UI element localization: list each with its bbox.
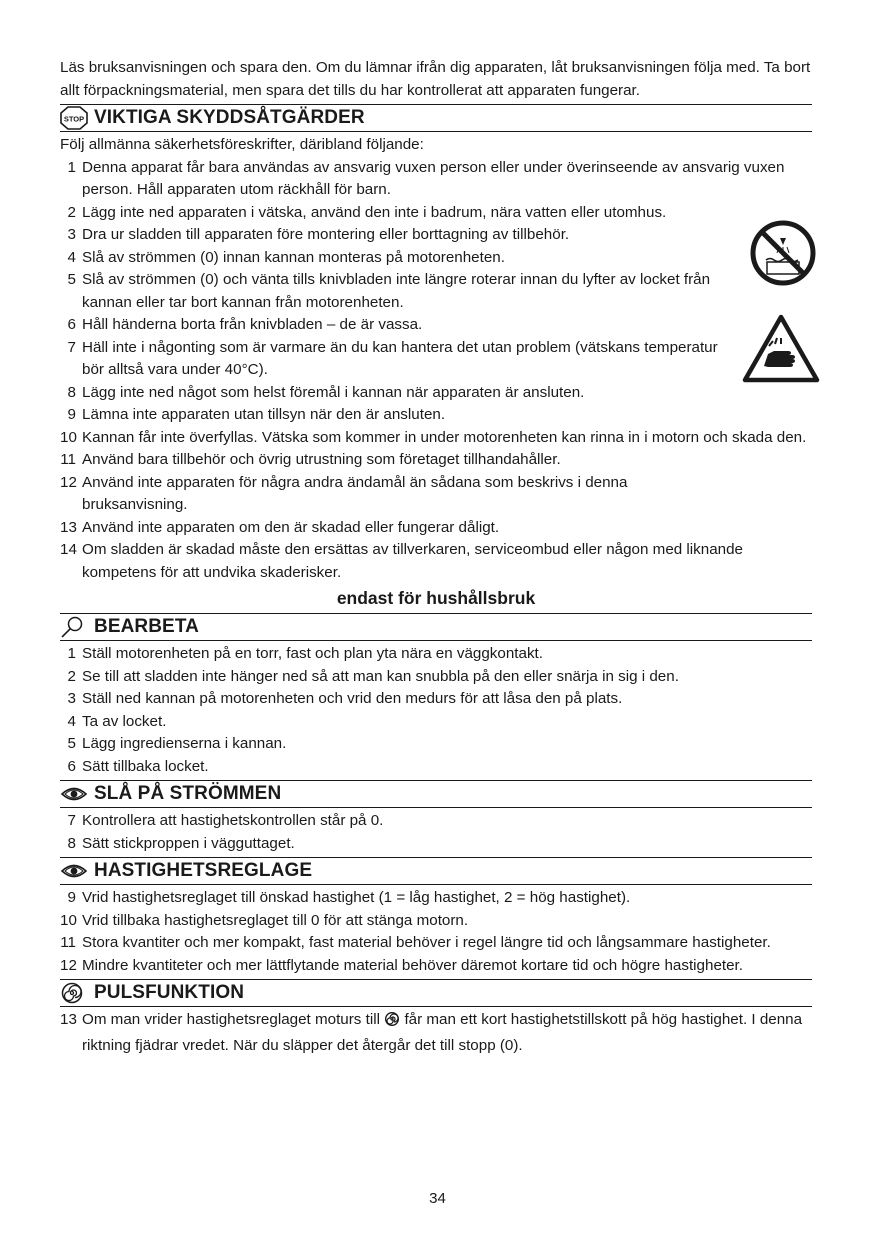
magnifier-icon [60,615,94,639]
safety-list [60,157,812,585]
eye-icon [60,784,94,804]
pulse-spiral-icon [384,1011,400,1035]
list-item: 3 Dra ur sladden till apparaten före montering eller borttagning av tillbehör. [67,226,570,243]
list-item: 2 Lägg inte ned apparaten i vätska, använd den inte i badrum, nära vatten eller utomhus. [67,203,667,221]
power-title: SLÅ PÅ STRÖMMEN [94,783,282,804]
no-water-warning-icon [750,220,816,291]
speed-title: HASTIGHETSREGLAGE [94,860,313,881]
list-item: 1 Ställ motorenheten på en torr, fast och plan yta nära en väggkontakt. [67,645,543,662]
pulse-list [60,1009,812,1057]
list-item: 7 Häll inte i någonting som är varmare än du kan hantera det utan problem (vätskans temperatur bör alltså vara under 40°C). [67,338,718,378]
household-only-note: endast för hushållsbruk [336,588,536,608]
power-list [60,810,812,855]
list-item: 4 Ta av locket. [67,712,167,730]
power-header [60,780,812,808]
stop-icon [60,106,94,130]
list-item: 3 Ställ ned kannan på motorenheten och vrid den medurs för att låsa den på plats. [67,690,623,707]
prepare-title: BEARBETA [94,616,199,637]
list-item: 14 Om sladden är skadad måste den ersättas av tillverkaren, serviceombud eller någon med liknande kompetens för att undvika skaderisker. [60,541,744,581]
pulse-header [60,979,812,1007]
list-item: 5 Lägg ingredienserna i kannan. [67,735,287,752]
list-item: 6 Sätt tillbaka locket. [67,757,209,775]
pulse-title: PULSFUNKTION [94,982,245,1003]
intro-paragraph: Läs bruksanvisningen och spara den. Om du lämnar ifrån dig apparaten, låt bruksanvisningen följa med. Ta bort allt förpackningsmaterial, men spara det tills du har kontrollerat att apparaten fungerar. [60,59,811,99]
eye-icon [60,861,94,881]
list-item: 12 Använd inte apparaten för några andra ändamål än sådana som beskrivs i denna bruksanvisning. [60,473,628,513]
safety-lead: Följ allmänna säkerhetsföreskrifter, däribland följande: [60,136,424,153]
document-page [60,57,812,1057]
safety-title: VIKTIGA SKYDDSÅTGÄRDER [94,107,365,128]
blade-hazard-warning-icon [742,314,820,389]
list-item: 8 Lägg inte ned något som helst föremål i kannan när apparaten är ansluten. [67,383,585,401]
list-item: 7 Kontrollera att hastighetskontrollen står på 0. [67,812,384,829]
pulse-spiral-icon [60,981,94,1005]
prepare-header [60,613,812,641]
safety-header [60,104,812,132]
speed-list [60,887,812,977]
list-item: 5 Slå av strömmen (0) och vänta tills knivbladen inte längre roterar innan du lyfter av locket från kannan eller tar bort kannan från motorenheten. [67,271,711,311]
list-item: 8 Sätt stickproppen i vägguttaget. [67,834,295,852]
list-item: 4 Slå av strömmen (0) innan kannan monteras på motorenheten. [67,248,505,266]
list-item: 13 Om man vrider hastighetsreglaget moturs till får man ett kort hastighetstillskott på hög hastighet. I denna riktning fjädrar vredet. När du släpper det återgår det till stopp (0). [60,1011,803,1054]
list-item: 12 Mindre kvantiteter och mer lättflytande material behöver däremot kortare tid och högre hastigheter. [60,956,743,974]
list-item: 13 Använd inte apparaten om den är skadad eller fungerar dåligt. [60,518,500,536]
speed-header [60,857,812,885]
list-item: 10 Kannan får inte överfyllas. Vätska som kommer in under motorenheten kan rinna in i motorn och skada den. [60,428,807,446]
list-item: 9 Lämna inte apparaten utan tillsyn när den är ansluten. [67,406,446,423]
list-item: 2 Se till att sladden inte hänger ned så att man kan snubbla på den eller snärja in sig i den. [67,667,679,685]
stop-icon-label: STOP [63,114,85,124]
list-item: 9 Vrid hastighetsreglaget till önskad hastighet (1 = låg hastighet, 2 = hög hastighet). [67,889,631,906]
list-item: 11 Använd bara tillbehör och övrig utrustning som företaget tillhandahåller. [60,451,561,468]
page-number: 34 [429,1190,446,1207]
prepare-list [60,643,812,778]
list-item: 1 Denna apparat får bara användas av ansvarig vuxen person eller under överinseende av ansvarig vuxen person. Håll apparaten utom räckhåll för barn. [67,158,785,198]
list-item: 6 Håll händerna borta från knivbladen – de är vassa. [67,316,423,333]
list-item: 10 Vrid tillbaka hastighetsreglaget till 0 för att stänga motorn. [60,911,469,929]
list-item: 11 Stora kvantiter och mer kompakt, fast material behöver i regel längre tid och långsammare hastigheter. [60,934,771,951]
